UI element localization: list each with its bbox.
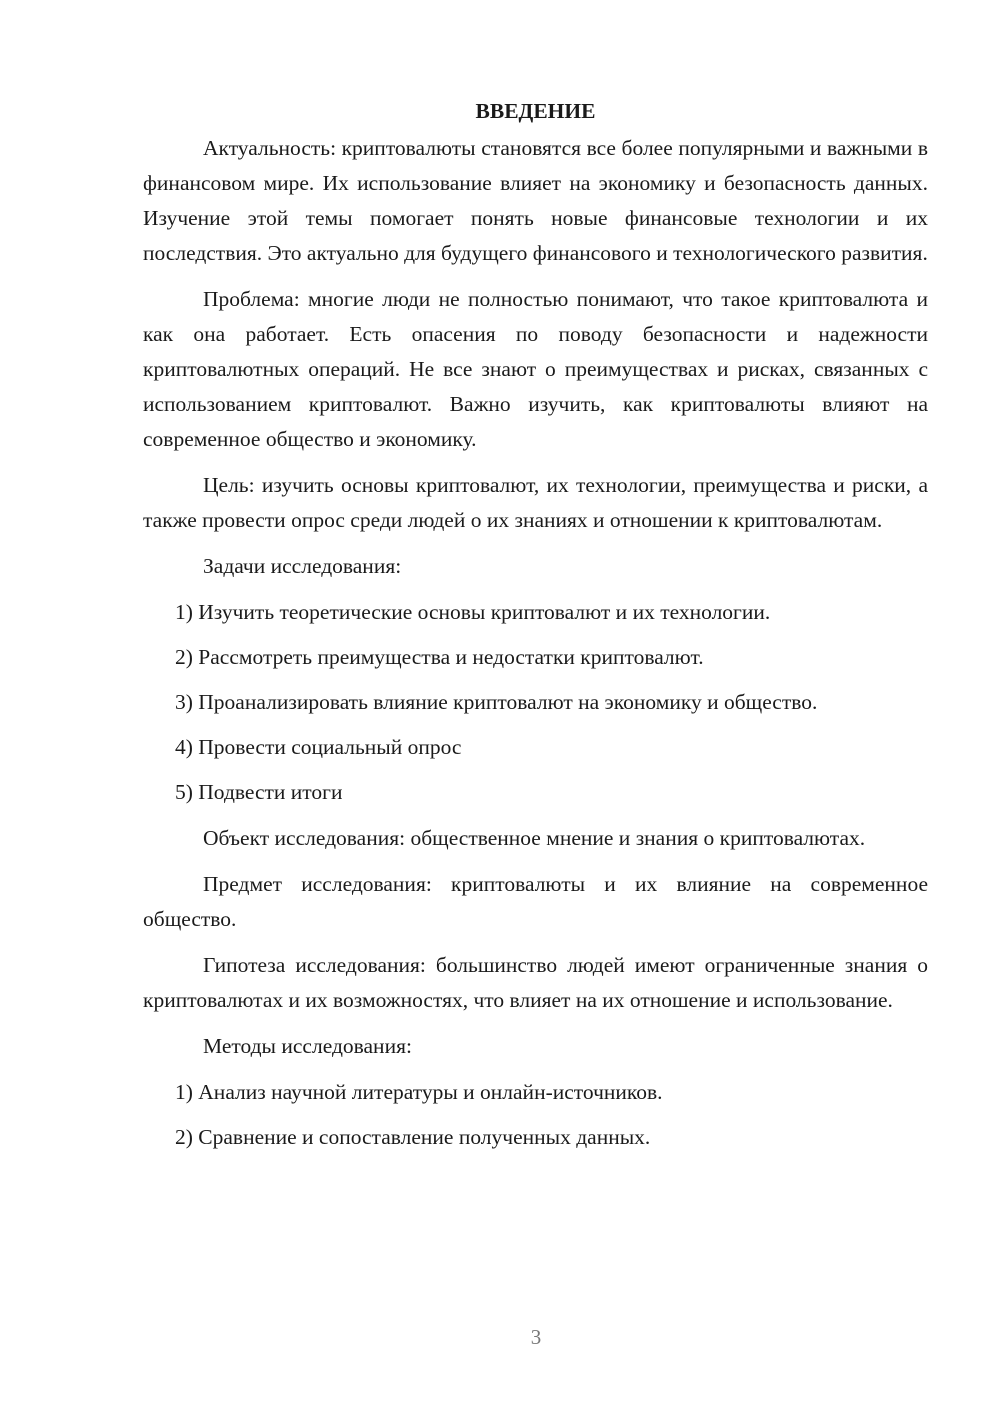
task-item: 2) Рассмотреть преимущества и недостатки криптовалют. bbox=[175, 645, 704, 669]
method-item: 2) Сравнение и сопоставление полученных данных. bbox=[175, 1125, 651, 1149]
section-heading: ВВЕДЕНИЕ bbox=[475, 99, 596, 123]
methods-title: Методы исследования: bbox=[203, 1034, 412, 1058]
paragraph-goal: Цель: изучить основы криптовалют, их технологии, преимущества и риски, а также провести опрос среди людей о их знаниях и отношении к криптовалютам. bbox=[143, 473, 928, 532]
document-page bbox=[143, 92, 928, 1165]
task-item: 3) Проанализировать влияние криптовалют на экономику и общество. bbox=[175, 690, 818, 714]
task-item: 5) Подвести итоги bbox=[175, 780, 343, 804]
tasks-list bbox=[143, 595, 928, 810]
paragraph-relevance: Актуальность: криптовалюты становятся все более популярными и важными в финансовом мире. Их использование влияет на экономику и безопасность данных. Изучение этой темы помогает понять новые финансовые технологии и их последствия. Это актуально для будущего финансового и технологического развития. bbox=[143, 136, 928, 265]
paragraph-problem: Проблема: многие люди не полностью понимают, что такое криптовалюта и как она работает. Есть опасения по поводу безопасности и надежности криптовалютных операций. Не все знают о преимуществах и рисках, связанных с использованием криптовалют. Важно изучить, как криптовалюты влияют на современное общество и экономику. bbox=[143, 287, 928, 451]
methods-list bbox=[143, 1075, 928, 1155]
task-item: 4) Провести социальный опрос bbox=[175, 735, 462, 759]
method-item: 1) Анализ научной литературы и онлайн-источников. bbox=[175, 1080, 663, 1104]
paragraph-hypothesis: Гипотеза исследования: большинство людей имеют ограниченные знания о криптовалютах и их возможностях, что влияет на их отношение и использование. bbox=[143, 953, 928, 1012]
page-number: 3 bbox=[530, 1325, 542, 1349]
paragraph-object: Объект исследования: общественное мнение и знания о криптовалютах. bbox=[203, 826, 866, 850]
tasks-title: Задачи исследования: bbox=[203, 554, 402, 578]
paragraph-subject: Предмет исследования: криптовалюты и их влияние на современное общество. bbox=[143, 872, 928, 931]
task-item: 1) Изучить теоретические основы криптовалют и их технологии. bbox=[175, 600, 771, 624]
